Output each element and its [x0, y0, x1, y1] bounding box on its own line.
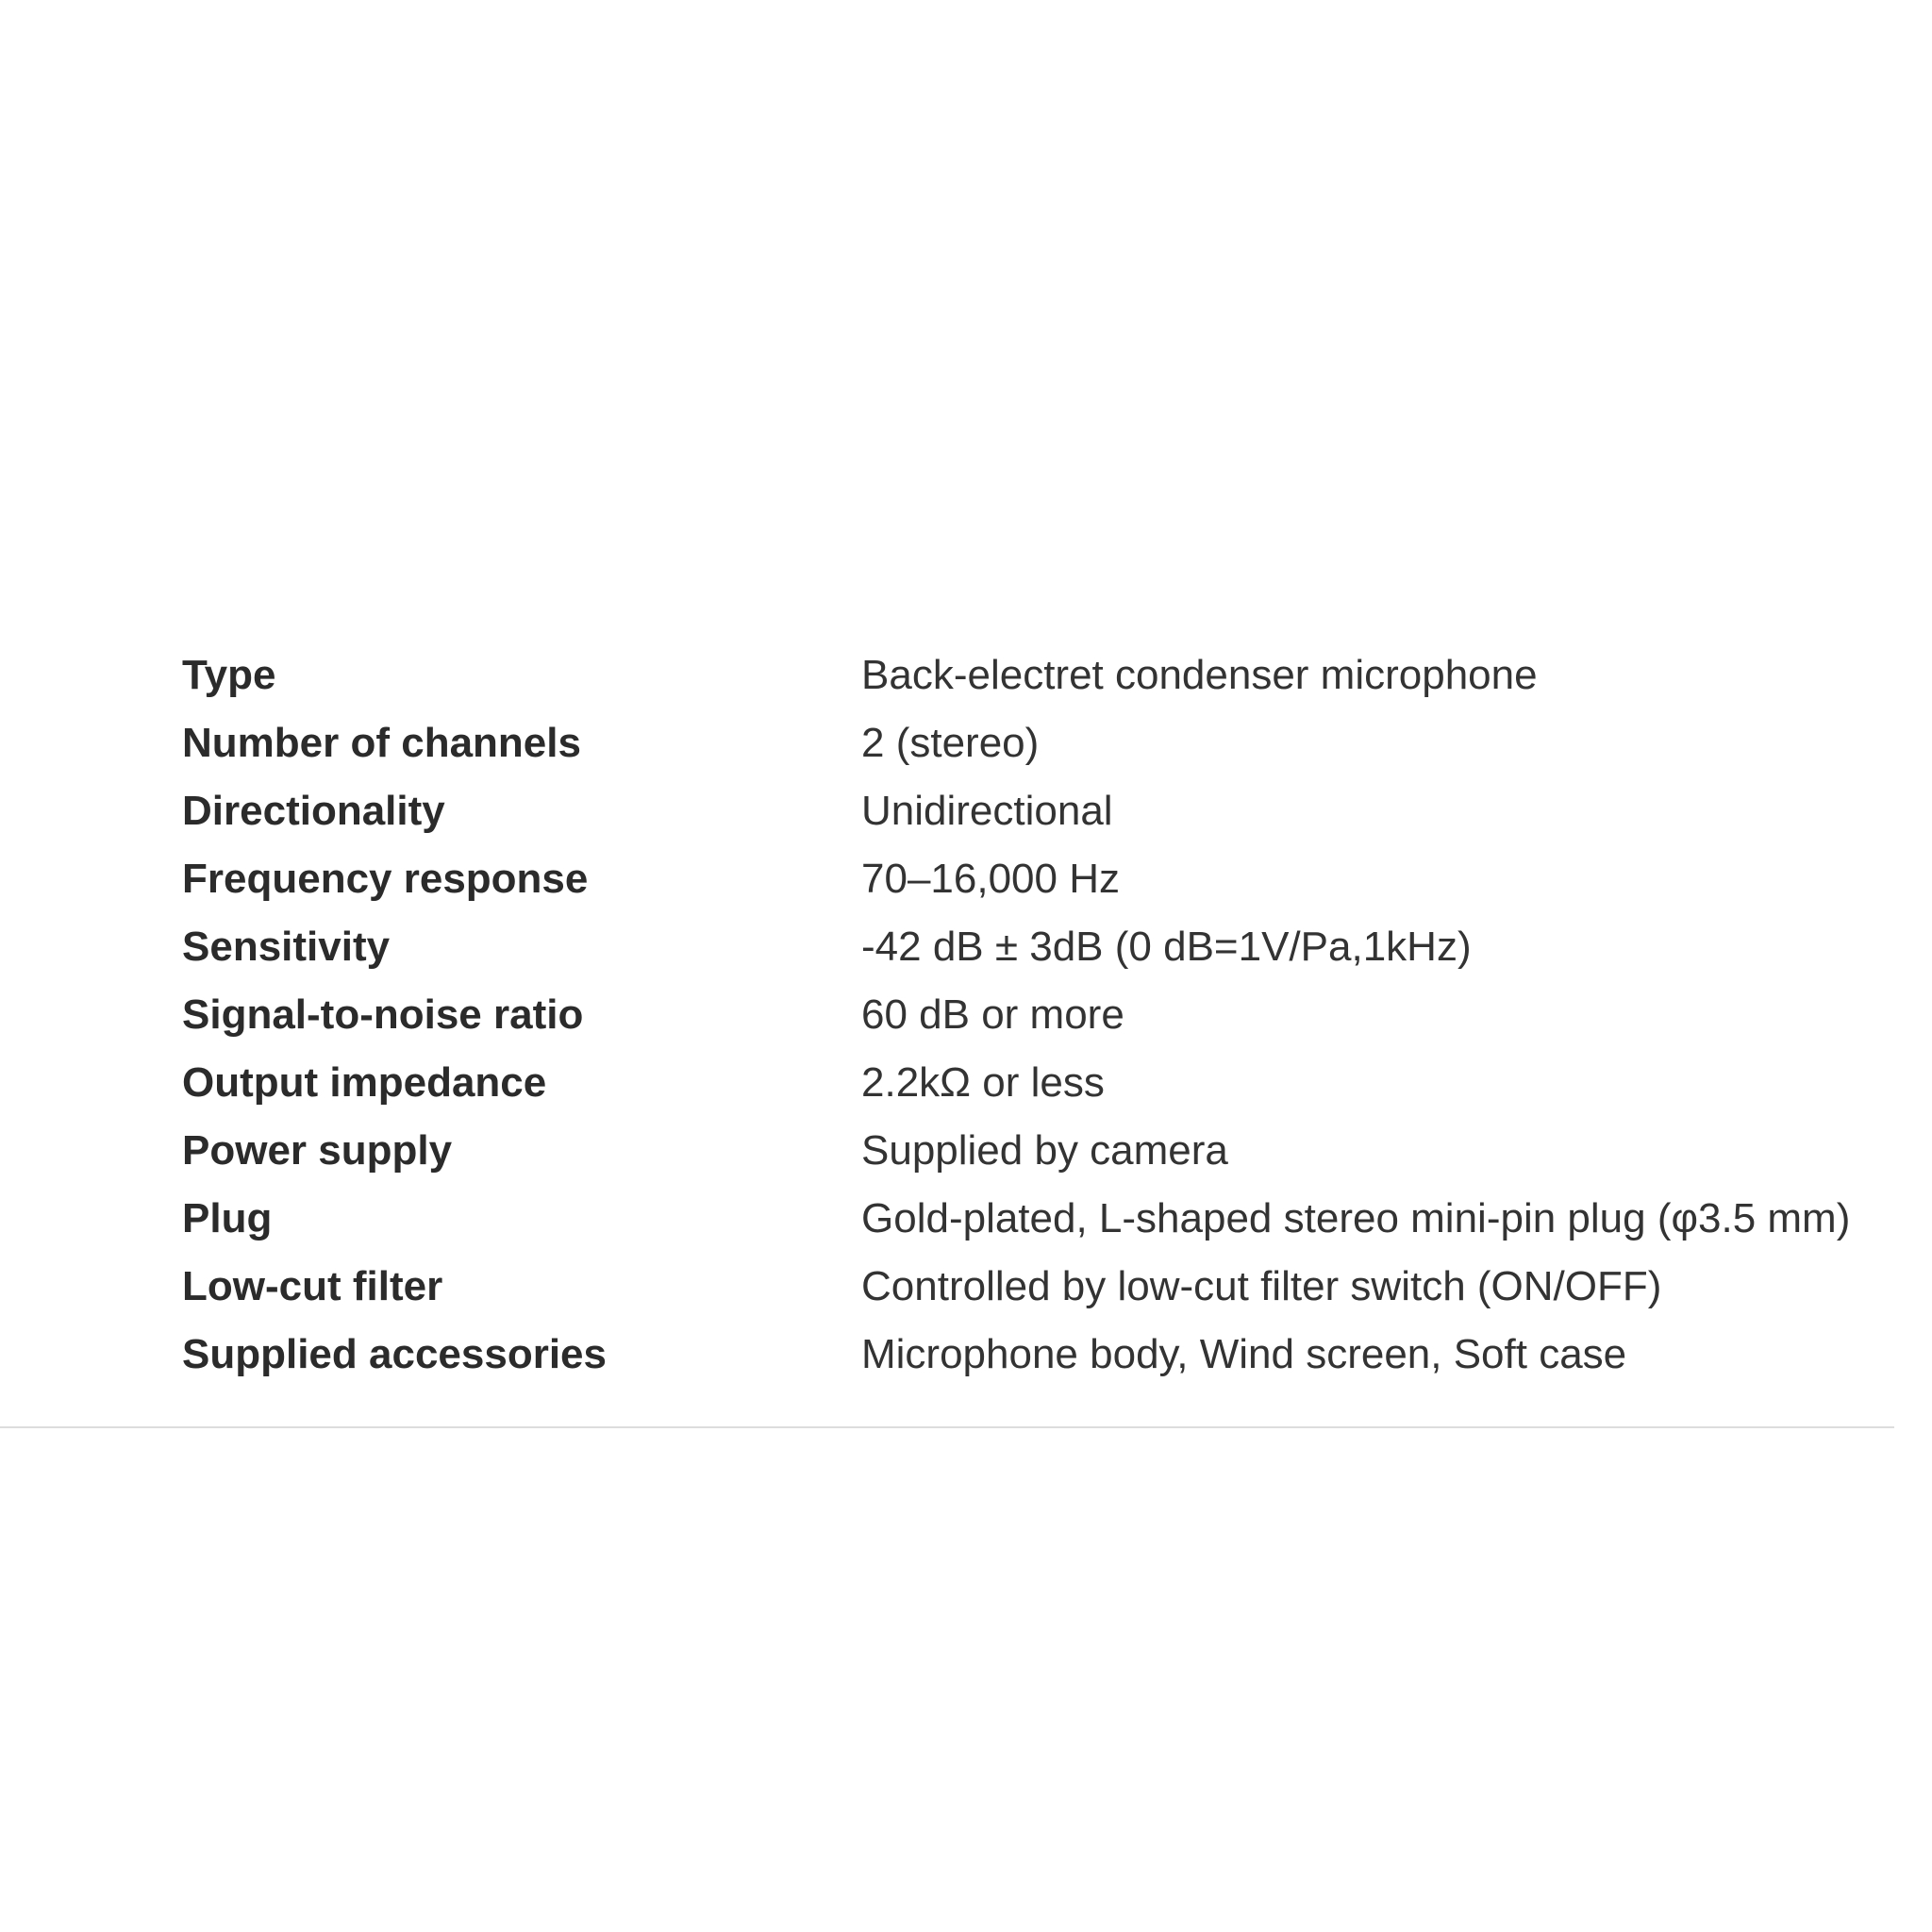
spec-row-frequency-response	[182, 845, 1894, 913]
spec-row-low-cut-filter	[182, 1253, 1894, 1321]
spec-table	[182, 641, 1894, 1389]
section-divider	[0, 1426, 1894, 1428]
spec-row-signal-to-noise-ratio	[182, 981, 1894, 1049]
spec-row-power-supply	[182, 1117, 1894, 1185]
spec-row-directionality	[182, 777, 1894, 845]
spec-label: Number of channels	[182, 720, 581, 766]
spec-value: 2.2kΩ or less	[861, 1059, 1105, 1106]
spec-label: Directionality	[182, 788, 445, 834]
spec-label: Signal-to-noise ratio	[182, 991, 584, 1038]
spec-label: Low-cut filter	[182, 1263, 443, 1309]
spec-row-output-impedance	[182, 1049, 1894, 1117]
spec-label: Output impedance	[182, 1059, 547, 1106]
spec-value: Supplied by camera	[861, 1127, 1228, 1174]
spec-row-number-of-channels	[182, 709, 1894, 777]
spec-value: 60 dB or more	[861, 991, 1124, 1038]
spec-value: Microphone body, Wind screen, Soft case	[861, 1331, 1627, 1377]
spec-value: 2 (stereo)	[861, 720, 1040, 766]
spec-label: Plug	[182, 1195, 273, 1241]
spec-row-supplied-accessories	[182, 1321, 1894, 1389]
spec-label: Power supply	[182, 1127, 453, 1174]
spec-label: Sensitivity	[182, 924, 391, 970]
spec-row-plug	[182, 1185, 1894, 1253]
spec-value: 70–16,000 Hz	[861, 856, 1120, 902]
spec-label: Type	[182, 652, 276, 698]
spec-row-sensitivity	[182, 913, 1894, 981]
spec-label: Supplied accessories	[182, 1331, 607, 1377]
spec-row-type	[182, 641, 1894, 709]
spec-label: Frequency response	[182, 856, 589, 902]
spec-value: -42 dB ± 3dB (0 dB=1V/Pa,1kHz)	[861, 924, 1472, 970]
spec-value: Back-electret condenser microphone	[861, 652, 1538, 698]
spec-value: Controlled by low-cut filter switch (ON/OFF)	[861, 1263, 1662, 1309]
spec-value: Gold-plated, L-shaped stereo mini-pin plug (φ3.5 mm)	[861, 1195, 1851, 1241]
spec-value: Unidirectional	[861, 788, 1113, 834]
